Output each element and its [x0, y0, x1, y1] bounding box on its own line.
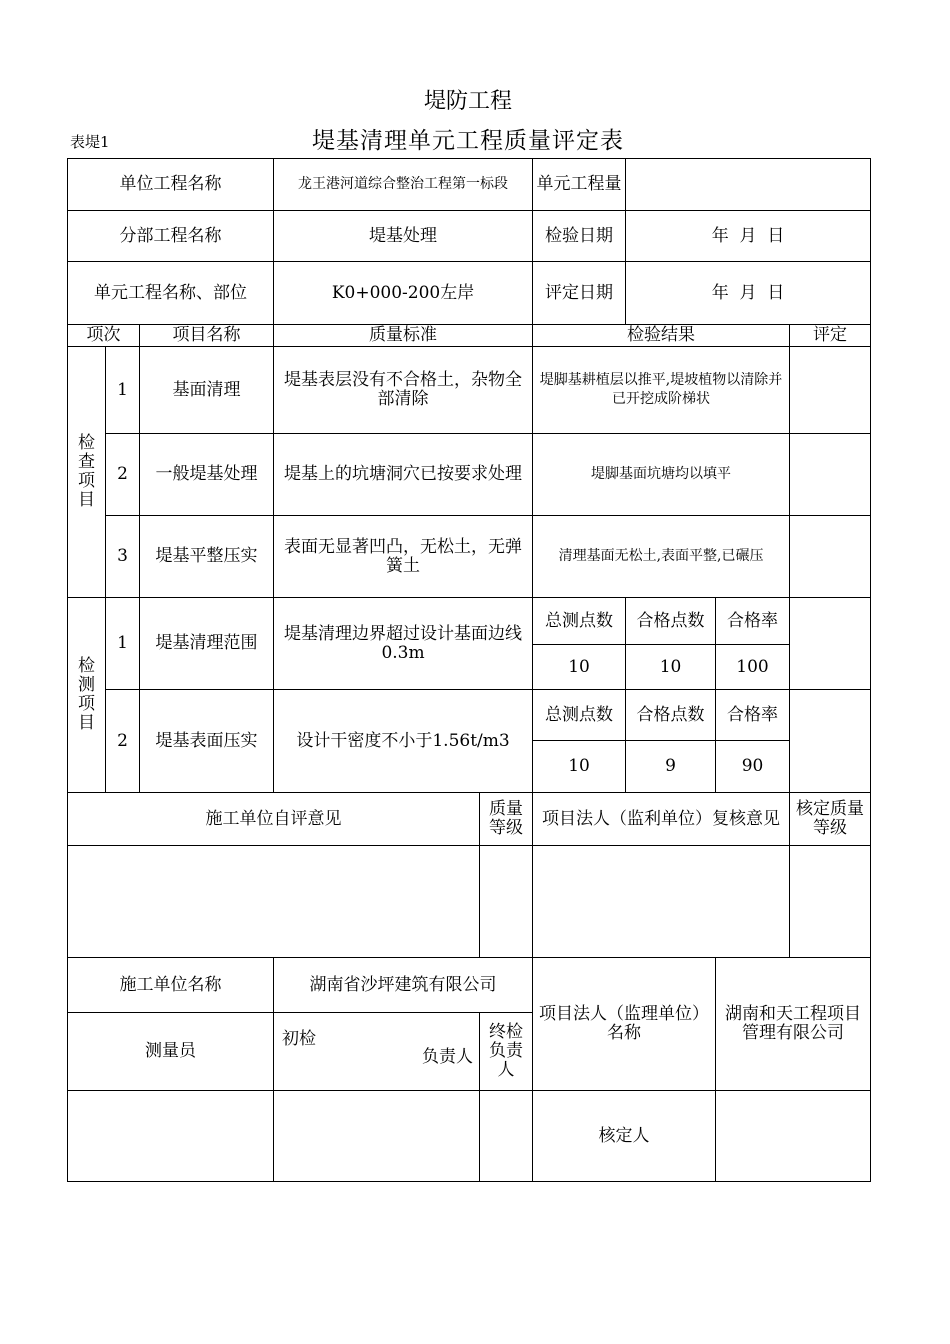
inspect-date-label: 检验日期: [533, 211, 626, 262]
quality-grade-content[interactable]: [480, 846, 533, 958]
form-number: 表堤1: [70, 133, 110, 151]
test-item-no: 1: [106, 598, 140, 690]
element-label: 单元工程名称、部位: [68, 262, 274, 325]
review-opinion-content[interactable]: [533, 846, 790, 958]
pass-points-label: 合格点数: [626, 690, 716, 741]
check-item-name: 一般堤基处理: [140, 434, 274, 516]
pass-points-value[interactable]: 9: [626, 741, 716, 793]
pass-rate-value[interactable]: 90: [716, 741, 790, 793]
element-value[interactable]: K0+000-200左岸: [274, 262, 533, 325]
unit-qty-label: 单元工程量: [533, 159, 626, 211]
check-items-group-label: 检查项目: [68, 347, 106, 598]
col-standard: 质量标准: [274, 325, 533, 347]
check-item-no: 3: [106, 516, 140, 598]
pass-rate-label: 合格率: [716, 598, 790, 645]
owner-label: 项目法人（监理单位）名称: [533, 958, 716, 1091]
inspect-date-value[interactable]: 年 月 日: [626, 211, 871, 262]
test-item-standard: 堤基清理边界超过设计基面边线0.3m: [274, 598, 533, 690]
assess-date-value[interactable]: 年 月 日: [626, 262, 871, 325]
test-item-assessment[interactable]: [790, 690, 871, 793]
signature-row: [68, 1091, 871, 1182]
opinion-header-row: [68, 793, 871, 846]
check-item-result[interactable]: 堤脚基面坑塘均以填平: [533, 434, 790, 516]
total-points-value[interactable]: 10: [533, 645, 626, 690]
approver-label: 核定人: [533, 1091, 716, 1182]
total-points-label: 总测点数: [533, 690, 626, 741]
check-item-row: [68, 434, 871, 516]
test-item-no: 2: [106, 690, 140, 793]
form-title: 堤基清理单元工程质量评定表: [312, 128, 624, 154]
assess-date-label: 评定日期: [533, 262, 626, 325]
check-item-assessment[interactable]: [790, 434, 871, 516]
unit-project-value[interactable]: 龙王港河道综合整治工程第一标段: [274, 159, 533, 211]
contractor-row: [68, 958, 871, 1013]
col-item-name: 项目名称: [140, 325, 274, 347]
column-header-row: [68, 325, 871, 347]
self-eval-content[interactable]: [68, 846, 480, 958]
check-item-no: 1: [106, 347, 140, 434]
check-item-no: 2: [106, 434, 140, 516]
branch-project-label: 分部工程名称: [68, 211, 274, 262]
check-item-name: 堤基平整压实: [140, 516, 274, 598]
pass-points-label: 合格点数: [626, 598, 716, 645]
row-branch-project: [68, 211, 871, 262]
approver-signature[interactable]: [716, 1091, 871, 1182]
total-points-label: 总测点数: [533, 598, 626, 645]
col-result: 检验结果: [533, 325, 790, 347]
final-check-signature[interactable]: [480, 1091, 533, 1182]
surveyor-label: 测量员: [68, 1013, 274, 1091]
check-item-result[interactable]: 堤脚基耕植层以推平,堤坡植物以清除并已开挖成阶梯状: [533, 347, 790, 434]
test-item-assessment[interactable]: [790, 598, 871, 690]
surveyor-signature[interactable]: [68, 1091, 274, 1182]
row-unit-project: [68, 159, 871, 211]
review-opinion-label: 项目法人（监利单位）复核意见: [533, 793, 790, 846]
pass-rate-label: 合格率: [716, 690, 790, 741]
col-item-no: 项次: [68, 325, 140, 347]
pass-rate-value[interactable]: 100: [716, 645, 790, 690]
test-item-standard: 设计干密度不小于1.56t/m3: [274, 690, 533, 793]
approved-grade-label: 核定质量等级: [790, 793, 871, 846]
main-title: 堤防工程: [423, 89, 512, 114]
check-item-standard: 堤基表层没有不合格土，杂物全部清除: [274, 347, 533, 434]
initial-check-responsible-text: 负责人: [422, 1046, 474, 1067]
total-points-value[interactable]: 10: [533, 741, 626, 793]
test-item-name: 堤基清理范围: [140, 598, 274, 690]
self-eval-label: 施工单位自评意见: [68, 793, 480, 846]
check-item-row: [68, 516, 871, 598]
test-item-name: 堤基表面压实: [140, 690, 274, 793]
check-item-result[interactable]: 清理基面无松土,表面平整,已碾压: [533, 516, 790, 598]
check-item-assessment[interactable]: [790, 516, 871, 598]
unit-qty-value[interactable]: [626, 159, 871, 211]
contractor-value[interactable]: 湖南省沙坪建筑有限公司: [274, 958, 533, 1013]
check-item-assessment[interactable]: [790, 347, 871, 434]
opinion-content-row: [68, 846, 871, 958]
quality-grade-label: 质量等级: [480, 793, 533, 846]
unit-project-label: 单位工程名称: [68, 159, 274, 211]
initial-check-label: [274, 1013, 480, 1091]
approved-grade-content[interactable]: [790, 846, 871, 958]
initial-check-signature[interactable]: [274, 1091, 480, 1182]
contractor-label: 施工单位名称: [68, 958, 274, 1013]
branch-project-value[interactable]: 堤基处理: [274, 211, 533, 262]
check-item-standard: 堤基上的坑塘洞穴已按要求处理: [274, 434, 533, 516]
col-assessment: 评定: [790, 325, 871, 347]
check-item-row: [68, 347, 871, 434]
initial-check-text: 初检: [282, 1028, 317, 1049]
test-items-group-label: 检测项目: [68, 598, 106, 793]
check-item-standard: 表面无显著凹凸，无松土，无弹簧土: [274, 516, 533, 598]
test-item-header-row: [68, 598, 871, 645]
pass-points-value[interactable]: 10: [626, 645, 716, 690]
owner-value[interactable]: 湖南和天工程项目管理有限公司: [716, 958, 871, 1091]
row-element: [68, 262, 871, 325]
test-item-header-row: [68, 690, 871, 741]
check-item-name: 基面清理: [140, 347, 274, 434]
final-check-label: 终检负责人: [480, 1013, 533, 1091]
quality-assessment-table: [67, 158, 871, 1182]
